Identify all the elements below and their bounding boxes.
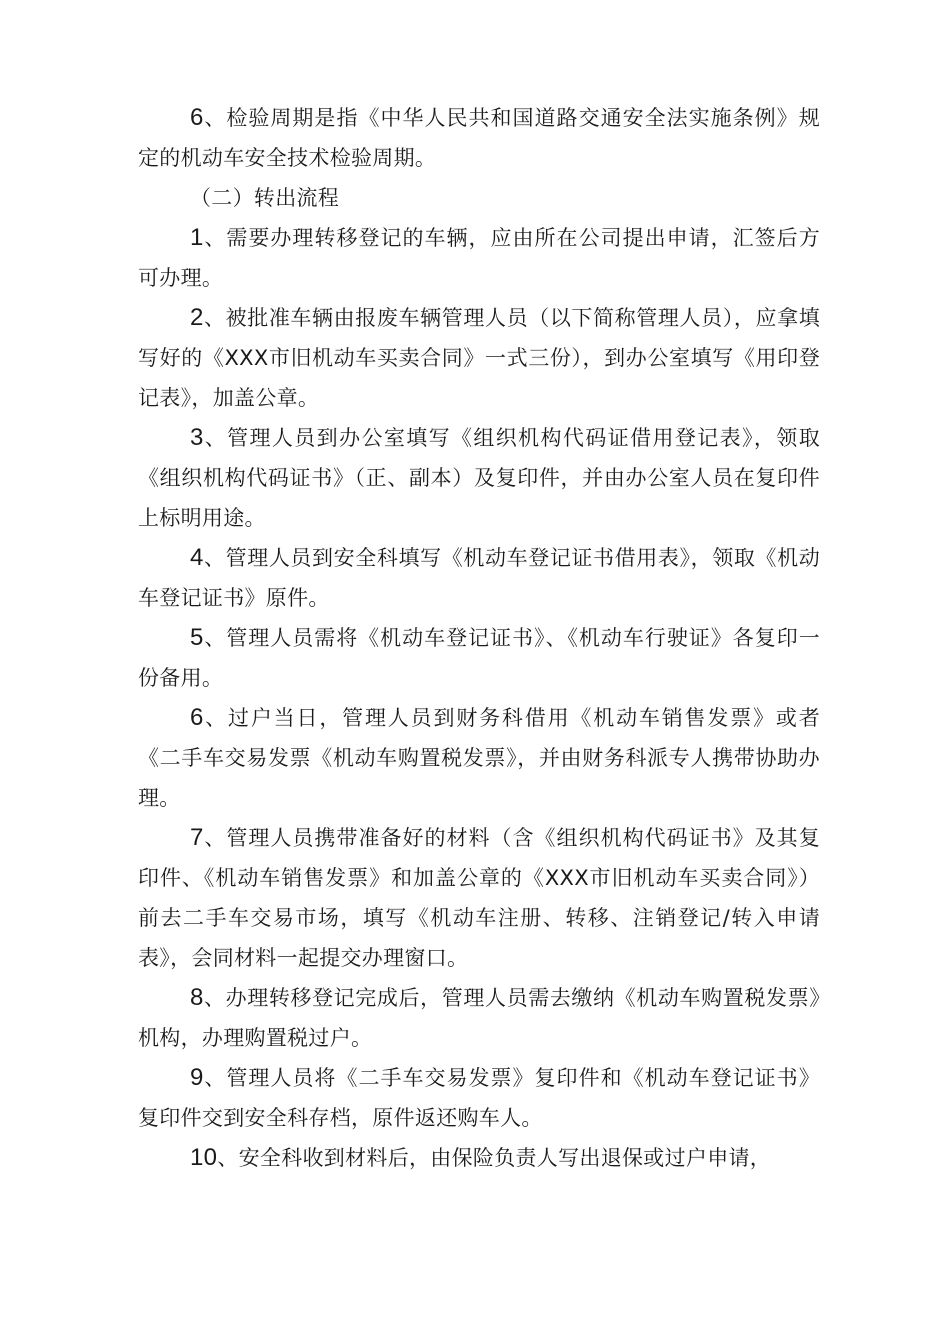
paragraph-number: 3: [190, 424, 204, 451]
paragraph-text: 、管理人员将《二手车交易发票》复印件和《机动车登记证书》复印件交到安全科存档，原件返还购车人。: [138, 1066, 820, 1130]
paragraph-text: 、需要办理转移登记的车辆，应由所在公司提出申请，汇签后方可办理。: [138, 226, 820, 290]
paragraph-item-2: [138, 298, 820, 418]
paragraph-number: 6: [190, 704, 204, 731]
paragraph-text: 、管理人员携带准备好的材料（含《组织机构代码证书》及其复印件、《机动车销售发票》和加盖公章的《XXX市旧机动车买卖合同》）前去二手车交易市场，填写《机动车注册、转移、注销登记/转入申请表》，会同材料一起提交办理窗口。: [138, 826, 820, 970]
paragraph-text: 、被批准车辆由报废车辆管理人员（以下简称管理人员），应拿填写好的《XXX市旧机动车买卖合同》一式三份），到办公室填写《用印登记表》，加盖公章。: [138, 306, 820, 410]
paragraph-item-6-inspection-cycle: [138, 98, 820, 178]
paragraph-number: 4: [190, 544, 204, 571]
paragraph-item-1: [138, 218, 820, 298]
paragraph-number: 1: [190, 224, 204, 251]
paragraph-text: 、过户当日，管理人员到财务科借用《机动车销售发票》或者《二手车交易发票《机动车购置税发票》，并由财务科派专人携带协助办理。: [138, 706, 820, 810]
paragraph-item-6: [138, 698, 820, 818]
paragraph-item-10: [138, 1138, 820, 1178]
paragraph-item-3: [138, 418, 820, 538]
paragraph-number: 9: [190, 1064, 204, 1091]
paragraph-item-7: [138, 818, 820, 978]
paragraph-number: 10: [190, 1144, 218, 1171]
paragraph-number: 2: [190, 304, 204, 331]
paragraph-text: 、管理人员需将《机动车登记证书》、《机动车行驶证》各复印一份备用。: [138, 626, 820, 690]
paragraph-number: 5: [190, 624, 204, 651]
paragraph-item-5: [138, 618, 820, 698]
paragraph-text: 、安全科收到材料后，由保险负责人写出退保或过户申请，: [217, 1146, 772, 1170]
paragraph-text: 、检验周期是指《中华人民共和国道路交通安全法实施条例》规定的机动车安全技术检验周期。: [138, 106, 820, 170]
document-page: [138, 98, 820, 1178]
paragraph-item-8: [138, 978, 820, 1058]
paragraph-text: 、管理人员到办公室填写《组织机构代码证借用登记表》，领取《组织机构代码证书》（正、副本）及复印件，并由办公室人员在复印件上标明用途。: [138, 426, 820, 530]
paragraph-text: 、办理转移登记完成后，管理人员需去缴纳《机动车购置税发票》机构，办理购置税过户。: [138, 986, 820, 1050]
paragraph-number: 8: [190, 984, 204, 1011]
paragraph-item-4: [138, 538, 820, 618]
paragraph-number: 6: [190, 104, 204, 131]
section-heading-text: （二）转出流程: [190, 186, 340, 210]
section-heading-transfer-out: [138, 178, 820, 218]
paragraph-text: 、管理人员到安全科填写《机动车登记证书借用表》，领取《机动车登记证书》原件。: [138, 546, 820, 610]
paragraph-item-9: [138, 1058, 820, 1138]
paragraph-number: 7: [190, 824, 204, 851]
